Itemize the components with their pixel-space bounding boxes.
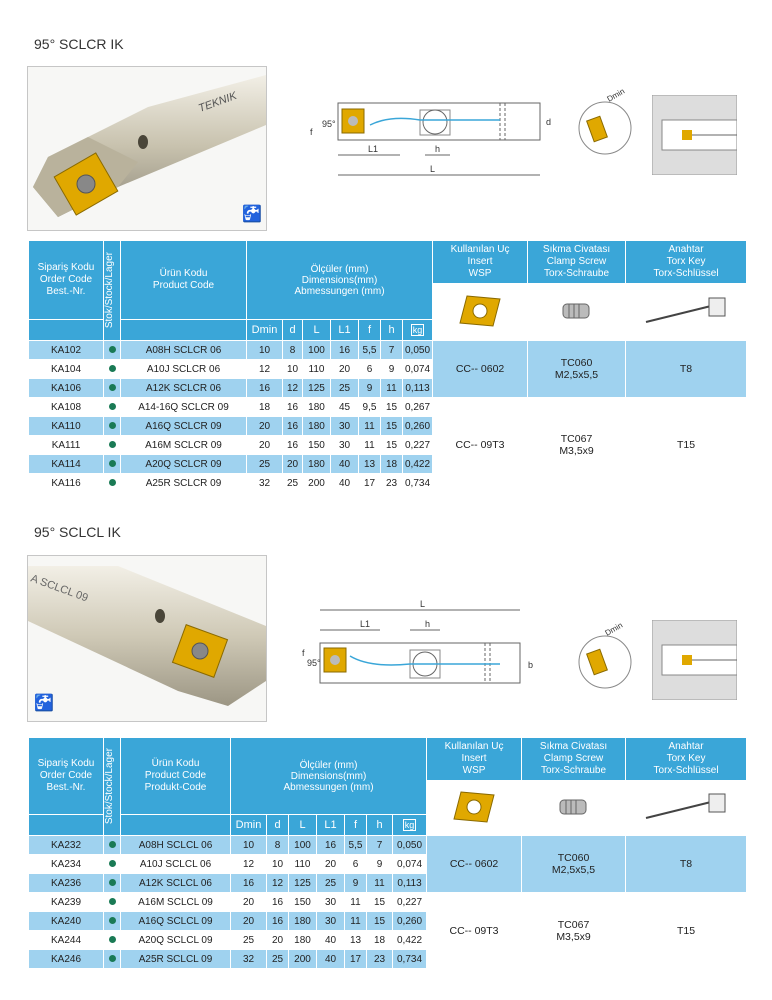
in-stock-dot-icon: [109, 898, 116, 905]
insert-image: [433, 284, 528, 341]
cell-l1: 30: [317, 912, 345, 931]
weight-kg-icon: kg: [403, 320, 433, 341]
cell-kg: 0,050: [393, 836, 427, 855]
cell-kg: 0,260: [393, 912, 427, 931]
cell-l1: 25: [331, 379, 359, 398]
cell-dmin: 16: [231, 874, 267, 893]
in-stock-dot-icon: [109, 936, 116, 943]
cell-h: 7: [381, 341, 403, 360]
cell-product: A16M SCLCL 09: [121, 893, 231, 912]
cell-kg: 0,734: [403, 474, 433, 493]
cell-code: KA232: [29, 836, 104, 855]
model-engraving: A SCLCL 09: [28, 572, 90, 605]
col-dmin: Dmin: [247, 320, 283, 341]
stock-indicator: [104, 912, 121, 931]
cell-l: 125: [289, 874, 317, 893]
torx-key-code: T15: [626, 893, 747, 969]
cell-kg: 0,422: [393, 931, 427, 950]
col-h: h: [381, 320, 403, 341]
cell-l1: 30: [317, 893, 345, 912]
cell-dmin: 10: [231, 836, 267, 855]
cell-d: 25: [267, 950, 289, 969]
cell-h: 15: [381, 398, 403, 417]
in-stock-dot-icon: [109, 422, 116, 429]
table-row: [29, 893, 747, 912]
stock-indicator: [104, 341, 121, 360]
col-d: d: [267, 815, 289, 836]
cell-d: 16: [283, 398, 303, 417]
cell-kg: 0,074: [403, 360, 433, 379]
cell-h: 23: [381, 474, 403, 493]
stock-indicator: [104, 417, 121, 436]
cell-d: 20: [283, 455, 303, 474]
cell-l: 180: [289, 931, 317, 950]
torx-key-code: T15: [626, 398, 747, 493]
cell-product: A14-16Q SCLCR 09: [121, 398, 247, 417]
cell-code: KA110: [29, 417, 104, 436]
cell-l: 150: [303, 436, 331, 455]
cell-h: 15: [367, 893, 393, 912]
clamp-screw-code: TC060 M2,5x5,5: [522, 836, 626, 893]
stock-indicator: [104, 893, 121, 912]
cell-code: KA114: [29, 455, 104, 474]
cell-f: 11: [345, 912, 367, 931]
in-stock-dot-icon: [109, 841, 116, 848]
order-code-header: Sipariş Kodu Order Code Best.-Nr.: [29, 241, 104, 320]
cell-f: 9: [359, 379, 381, 398]
cell-h: 11: [381, 379, 403, 398]
cell-h: 11: [367, 874, 393, 893]
stock-indicator: [104, 436, 121, 455]
cell-kg: 0,113: [393, 874, 427, 893]
cell-h: 18: [381, 455, 403, 474]
screw-image: [528, 284, 626, 341]
tool-dimension-drawing: [300, 85, 570, 190]
torx-key-code: T8: [626, 836, 747, 893]
svg-text:h: h: [435, 144, 441, 154]
in-stock-dot-icon: [109, 479, 116, 486]
cell-product: A20Q SCLCL 09: [121, 931, 231, 950]
cell-l1: 40: [317, 931, 345, 950]
cell-f: 11: [345, 893, 367, 912]
cell-f: 17: [345, 950, 367, 969]
cell-code: KA236: [29, 874, 104, 893]
svg-text:f: f: [310, 127, 313, 137]
cell-code: KA111: [29, 436, 104, 455]
svg-text:L1: L1: [360, 619, 371, 629]
cell-product: A10J SCLCL 06: [121, 855, 231, 874]
cell-dmin: 10: [247, 341, 283, 360]
cell-l: 150: [289, 893, 317, 912]
torx-key-image: [626, 781, 747, 836]
cell-d: 12: [283, 379, 303, 398]
torx-key-header: Anahtar Torx Key Torx-Schlüssel: [626, 241, 747, 284]
bore-section-drawing: [652, 95, 737, 180]
cell-d: 12: [267, 874, 289, 893]
cell-h: 18: [367, 931, 393, 950]
stock-indicator: [104, 855, 121, 874]
clamp-screw-header: Sıkma Civatası Clamp Screw Torx-Schraube: [528, 241, 626, 284]
svg-text:h: h: [425, 619, 431, 629]
coolant-tap-icon: 🚰: [34, 695, 54, 712]
cell-d: 8: [267, 836, 289, 855]
clamp-screw-code: TC067 M3,5x9: [522, 893, 626, 969]
cell-product: A12K SCLCL 06: [121, 874, 231, 893]
tool-photo: [27, 555, 267, 722]
stock-indicator: [104, 379, 121, 398]
brand-engraving: TEKNIK: [196, 89, 239, 115]
stock-indicator: [104, 874, 121, 893]
weight-kg-icon: kg: [393, 815, 427, 836]
cell-l1: 20: [317, 855, 345, 874]
cell-l1: 30: [331, 436, 359, 455]
insert-header: Kullanılan Uç Insert WSP: [427, 738, 522, 781]
cell-dmin: 12: [247, 360, 283, 379]
col-f: f: [359, 320, 381, 341]
svg-text:L: L: [430, 164, 436, 174]
stock-indicator: [104, 931, 121, 950]
cell-l: 100: [303, 341, 331, 360]
col-L: L: [289, 815, 317, 836]
svg-text:f: f: [302, 648, 305, 658]
cell-d: 20: [267, 931, 289, 950]
screw-image: [522, 781, 626, 836]
cell-dmin: 32: [231, 950, 267, 969]
insert-code: CC-- 09T3: [433, 398, 528, 493]
cell-h: 9: [367, 855, 393, 874]
in-stock-dot-icon: [109, 917, 116, 924]
dimensions-header: Ölçüler (mm) Dimensions(mm) Abmessungen (mm): [247, 241, 433, 320]
cell-code: KA244: [29, 931, 104, 950]
cell-kg: 0,113: [403, 379, 433, 398]
in-stock-dot-icon: [109, 460, 116, 467]
cell-product: A20Q SCLCR 09: [121, 455, 247, 474]
cell-product: A16Q SCLCR 09: [121, 417, 247, 436]
cell-l1: 16: [317, 836, 345, 855]
cell-f: 11: [359, 417, 381, 436]
dimensions-header: Ölçüler (mm) Dimensions(mm) Abmessungen (mm): [231, 738, 427, 815]
cell-kg: 0,734: [393, 950, 427, 969]
svg-text:L1: L1: [368, 144, 379, 154]
cell-kg: 0,267: [403, 398, 433, 417]
cell-d: 10: [267, 855, 289, 874]
col-L1: L1: [317, 815, 345, 836]
stock-indicator: [104, 360, 121, 379]
cell-l: 125: [303, 379, 331, 398]
cell-l1: 30: [331, 417, 359, 436]
cell-product: A16M SCLCR 09: [121, 436, 247, 455]
torx-key-image: [626, 284, 747, 341]
svg-text:d: d: [546, 117, 552, 127]
cell-h: 15: [381, 436, 403, 455]
cell-d: 16: [283, 436, 303, 455]
cell-kg: 0,227: [403, 436, 433, 455]
cell-l: 110: [303, 360, 331, 379]
cell-f: 13: [359, 455, 381, 474]
cell-h: 7: [367, 836, 393, 855]
cell-f: 17: [359, 474, 381, 493]
cell-code: KA239: [29, 893, 104, 912]
cell-f: 6: [345, 855, 367, 874]
cell-code: KA246: [29, 950, 104, 969]
cell-code: KA106: [29, 379, 104, 398]
table-row: [29, 836, 747, 855]
cell-code: KA102: [29, 341, 104, 360]
cell-code: KA116: [29, 474, 104, 493]
insert-detail-drawing: [575, 88, 635, 163]
stock-indicator: [104, 455, 121, 474]
table-row: [29, 341, 747, 360]
insert-image: [427, 781, 522, 836]
cell-l: 180: [289, 912, 317, 931]
cell-l: 180: [303, 455, 331, 474]
stock-indicator: [104, 836, 121, 855]
in-stock-dot-icon: [109, 346, 116, 353]
cell-code: KA104: [29, 360, 104, 379]
insert-code: CC-- 0602: [427, 836, 522, 893]
cell-l1: 45: [331, 398, 359, 417]
cell-h: 23: [367, 950, 393, 969]
svg-text:b: b: [528, 660, 534, 670]
col-dmin: Dmin: [231, 815, 267, 836]
cell-l1: 16: [331, 341, 359, 360]
cell-kg: 0,050: [403, 341, 433, 360]
section-title: 95° SCLCR IK: [34, 36, 124, 52]
cell-f: 9: [345, 874, 367, 893]
cell-product: A16Q SCLCL 09: [121, 912, 231, 931]
cell-product: A25R SCLCL 09: [121, 950, 231, 969]
insert-header: Kullanılan Uç Insert WSP: [433, 241, 528, 284]
cell-h: 9: [381, 360, 403, 379]
cell-d: 10: [283, 360, 303, 379]
tool-dimension-drawing: [300, 598, 570, 703]
cell-f: 6: [359, 360, 381, 379]
col-d: d: [283, 320, 303, 341]
cell-f: 11: [359, 436, 381, 455]
stock-indicator: [104, 398, 121, 417]
cell-product: A25R SCLCR 09: [121, 474, 247, 493]
cell-l1: 20: [331, 360, 359, 379]
order-code-header: Sipariş Kodu Order Code Best.-Nr.: [29, 738, 104, 815]
cell-dmin: 25: [231, 931, 267, 950]
cell-l: 180: [303, 417, 331, 436]
insert-code: CC-- 0602: [433, 341, 528, 398]
insert-code: CC-- 09T3: [427, 893, 522, 969]
insert-detail-drawing: [575, 618, 635, 698]
stock-header: Stok/Stock/Lager: [104, 241, 121, 341]
cell-h: 15: [381, 417, 403, 436]
cell-l: 180: [303, 398, 331, 417]
clamp-screw-code: TC067 M3,5x9: [528, 398, 626, 493]
clamp-screw-header: Sıkma Civatası Clamp Screw Torx-Schraube: [522, 738, 626, 781]
cell-dmin: 12: [231, 855, 267, 874]
cell-f: 5,5: [359, 341, 381, 360]
cell-product: A10J SCLCR 06: [121, 360, 247, 379]
cell-d: 16: [267, 893, 289, 912]
svg-text:L: L: [420, 599, 426, 609]
svg-text:95°: 95°: [307, 658, 321, 668]
col-L1: L1: [331, 320, 359, 341]
cell-kg: 0,074: [393, 855, 427, 874]
cell-product: A08H SCLCR 06: [121, 341, 247, 360]
clamp-screw-code: TC060 M2,5x5,5: [528, 341, 626, 398]
section-title: 95° SCLCL IK: [34, 524, 121, 540]
svg-text:95°: 95°: [322, 119, 336, 129]
cell-code: KA240: [29, 912, 104, 931]
cell-d: 16: [267, 912, 289, 931]
cell-dmin: 20: [247, 417, 283, 436]
cell-product: A08H SCLCL 06: [121, 836, 231, 855]
in-stock-dot-icon: [109, 441, 116, 448]
svg-text:Dmin: Dmin: [603, 620, 625, 638]
in-stock-dot-icon: [109, 384, 116, 391]
col-L: L: [303, 320, 331, 341]
in-stock-dot-icon: [109, 365, 116, 372]
cell-dmin: 18: [247, 398, 283, 417]
product-table: [28, 240, 747, 493]
cell-d: 16: [283, 417, 303, 436]
cell-dmin: 25: [247, 455, 283, 474]
coolant-tap-icon: 🚰: [242, 206, 262, 223]
cell-d: 25: [283, 474, 303, 493]
cell-h: 15: [367, 912, 393, 931]
tool-photo: [27, 66, 267, 231]
cell-l: 100: [289, 836, 317, 855]
svg-text:Dmin: Dmin: [605, 88, 627, 104]
cell-l: 200: [303, 474, 331, 493]
torx-key-header: Anahtar Torx Key Torx-Schlüssel: [626, 738, 747, 781]
cell-l1: 40: [317, 950, 345, 969]
cell-dmin: 20: [231, 912, 267, 931]
cell-dmin: 20: [231, 893, 267, 912]
cell-product: A12K SCLCR 06: [121, 379, 247, 398]
col-f: f: [345, 815, 367, 836]
product-code-header: Ürün Kodu Product Code: [121, 241, 247, 320]
cell-l1: 25: [317, 874, 345, 893]
cell-l: 200: [289, 950, 317, 969]
in-stock-dot-icon: [109, 879, 116, 886]
product-table: [28, 737, 747, 969]
stock-indicator: [104, 474, 121, 493]
cell-l: 110: [289, 855, 317, 874]
in-stock-dot-icon: [109, 955, 116, 962]
in-stock-dot-icon: [109, 403, 116, 410]
stock-header: Stok/Stock/Lager: [104, 738, 121, 836]
cell-l1: 40: [331, 474, 359, 493]
torx-key-code: T8: [626, 341, 747, 398]
cell-dmin: 32: [247, 474, 283, 493]
col-h: h: [367, 815, 393, 836]
cell-kg: 0,422: [403, 455, 433, 474]
stock-indicator: [104, 950, 121, 969]
cell-f: 5,5: [345, 836, 367, 855]
cell-l1: 40: [331, 455, 359, 474]
cell-dmin: 16: [247, 379, 283, 398]
cell-kg: 0,260: [403, 417, 433, 436]
cell-code: KA234: [29, 855, 104, 874]
cell-f: 9,5: [359, 398, 381, 417]
bore-section-drawing: [652, 620, 737, 705]
cell-d: 8: [283, 341, 303, 360]
table-row: [29, 398, 747, 417]
cell-f: 13: [345, 931, 367, 950]
cell-code: KA108: [29, 398, 104, 417]
cell-kg: 0,227: [393, 893, 427, 912]
cell-dmin: 20: [247, 436, 283, 455]
in-stock-dot-icon: [109, 860, 116, 867]
product-code-header: Ürün Kodu Product Code Produkt-Code: [121, 738, 231, 815]
